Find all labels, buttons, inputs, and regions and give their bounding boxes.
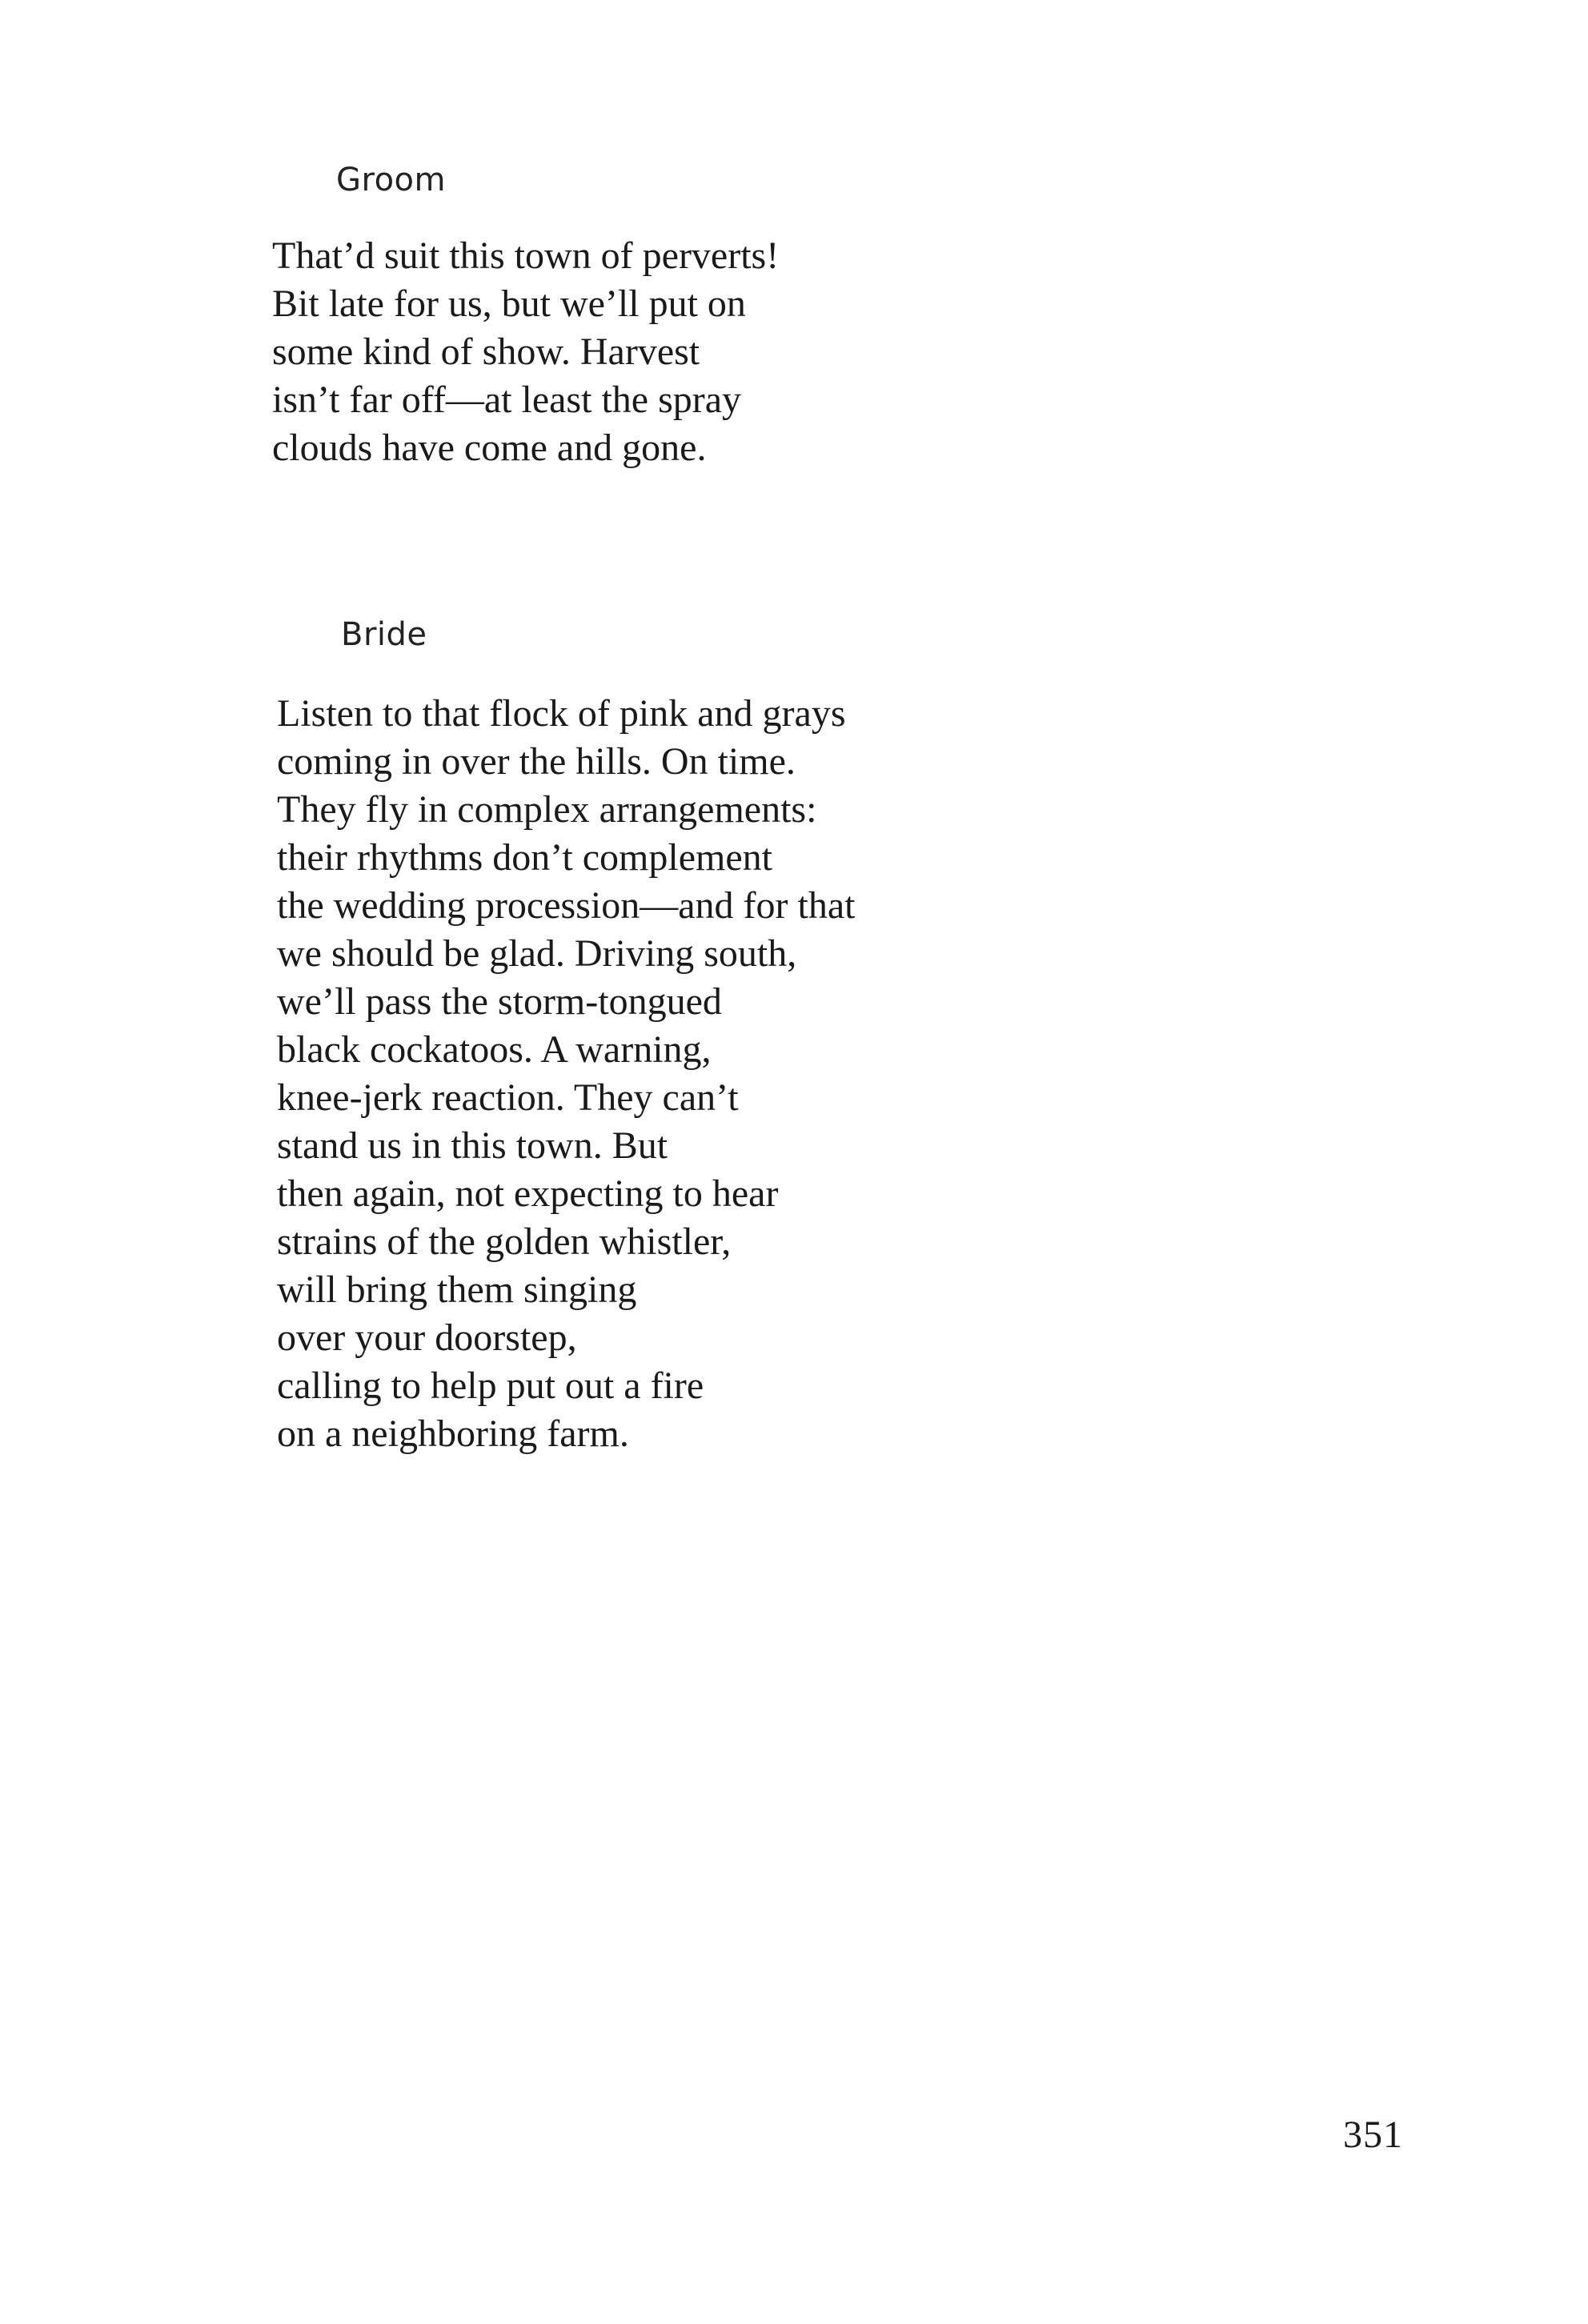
poem-line: stand us in this town. But xyxy=(277,1124,668,1167)
poem-line: knee-jerk reaction. They can’t xyxy=(277,1076,739,1119)
bride-stanza xyxy=(277,690,1237,1458)
poem-line: their rhythms don’t complement xyxy=(277,836,773,879)
poem-line: some kind of show. Harvest xyxy=(272,331,700,373)
poem-line: we’ll pass the storm-tongued xyxy=(277,980,722,1023)
poem-line: Bit late for us, but we’ll put on xyxy=(272,282,746,325)
poem-line: will bring them singing xyxy=(277,1268,637,1311)
groom-section xyxy=(272,162,1233,472)
poem-line: we should be glad. Driving south, xyxy=(277,932,797,975)
poem-line: on a neighboring farm. xyxy=(277,1412,629,1455)
poem-line: Listen to that flock of pink and grays xyxy=(277,692,846,735)
poem-line: coming in over the hills. On time. xyxy=(277,740,796,783)
poem-line: strains of the golden whistler, xyxy=(277,1220,732,1263)
poem-line: the wedding procession—and for that xyxy=(277,884,856,927)
bride-section xyxy=(277,616,1237,1458)
poem-line: black cockatoos. A warning, xyxy=(277,1028,712,1071)
speaker-name-groom: Groom xyxy=(336,162,446,198)
poem-line: They fly in complex arrangements: xyxy=(277,788,817,831)
page-number: 351 xyxy=(1343,2114,1403,2156)
poem-line: clouds have come and gone. xyxy=(272,427,707,469)
poem-line: isn’t far off—at least the spray xyxy=(272,379,742,421)
groom-stanza xyxy=(272,232,1233,472)
poem-line: then again, not expecting to hear xyxy=(277,1172,779,1215)
poem-line: calling to help put out a fire xyxy=(277,1364,704,1407)
poem-line: That’d suit this town of perverts! xyxy=(272,234,780,277)
poem-line: over your doorstep, xyxy=(277,1316,577,1359)
speaker-name-bride: Bride xyxy=(341,616,427,653)
